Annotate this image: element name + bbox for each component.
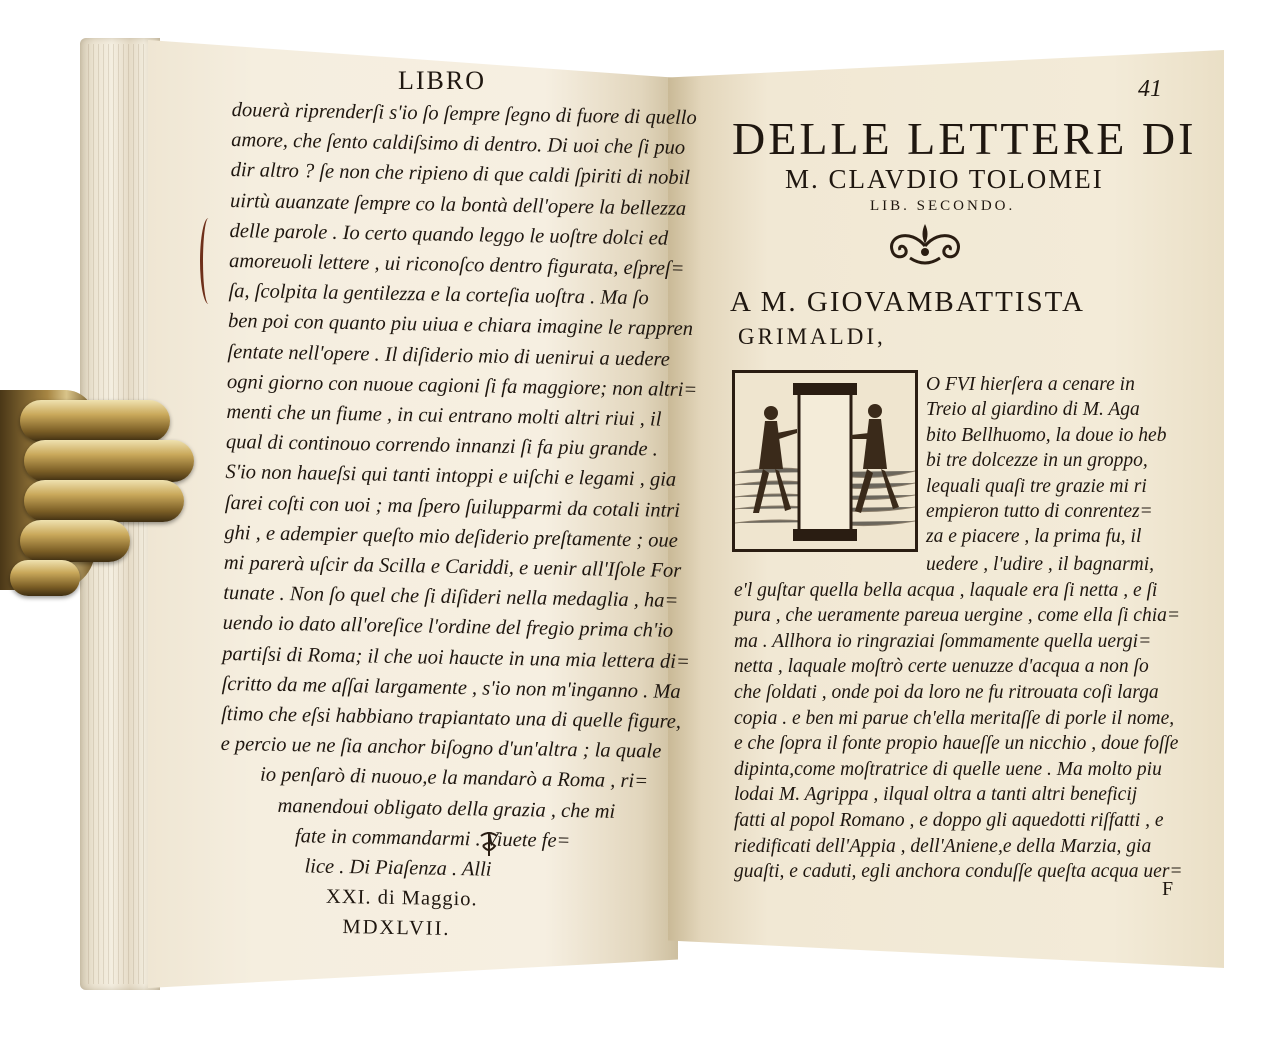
left-line-15: ghi , e adempier queſto mio deſiderio preſtamente ; oue [224,521,679,552]
left-line-28: MDXLVII. [342,916,451,941]
right-line-5: netta , laquale moſtrò certe uenuzze d'acqua a non ſo [734,656,1149,678]
left-line-7: ſa, ſcolpita la gentilezza e la corteſia uoſtra . Ma ſo [228,280,649,310]
left-line-10: ogni giorno con nuoue cagioni ſi fa maggiore; non altri= [226,370,698,401]
right-line-8: e che ſopra il fonte propio haueſſe un nicchio , doue foſſe [734,733,1179,755]
left-line-21: ſtimo che eſsi habbiano trapiantato una di quelle figure, [221,702,682,733]
right-line-10: lodai M. Agrippa , ilqual oltra a tanti altri beneficij [734,784,1138,806]
left-line-23: io penſarò di nuouo,e la mandarò a Roma , ri= [259,764,649,793]
left-text-block [217,95,702,949]
hand-finger-2 [24,440,194,482]
right-line-3: pura , che ueramente pareua uergine , come ella ſi chia= [734,605,1181,627]
left-line-16: mi parerà uſcir da Scilla e Cariddi, e uenir all'Iſole For [223,551,682,582]
left-line-5: delle parole . Io certo quando leggo le uoſtre dolci ed [229,219,669,250]
right-text-block [734,552,1183,885]
wrap-line-4: bi tre dolcezze in un groppo, [926,450,1148,472]
left-line-1: douerà riprenderſi s'io ſo ſempre ſegno di fuore di quello [231,98,697,130]
right-line-11: fatti al popol Romano , e doppo gli aquedotti riſfatti , e [734,809,1164,831]
left-line-11: menti che un fiume , in cui entrano molti altri riui , il [226,400,662,431]
left-line-20: ſcritto da me aſſai largamente , s'io non m'inganno . Ma [221,672,681,703]
left-line-12: qual di continouo correndo innanzi ſi fa piu grande . [225,431,659,461]
right-line-13: guaſti, e caduti, egli anchora conduſſe queſta acqua uer= [734,861,1183,883]
left-line-13: S'io non haueſsi qui tanti intoppi e uiſchi e legami , gia [225,461,677,492]
wrap-line-6: empieron tutto di conrentez= [926,501,1153,523]
wrap-line-3: bito Bellhuomo, la doue io heb [926,424,1167,446]
hand-finger-3 [24,480,184,522]
hand-finger-1 [20,400,170,442]
left-line-9: ſentate nell'opere . Il diſiderio mio di uenirui a uedere [227,340,671,371]
right-line-7: copia . e ben mi parue ch'ella meritaſſe di porle il nome, [734,707,1175,729]
left-line-14: ſarei coſti con uoi ; ma ſpero ſuilupparmi da cotali intri [224,491,681,522]
manuscript-bracket-mark [200,218,217,304]
brass-hand-bookholder-icon [0,370,200,610]
signature-mark: F [1162,878,1174,900]
printer-ornament-icon [475,830,503,866]
right-line-2: e'l guſtar quella bella acqua , laquale era ſi netta , e ſi [734,579,1158,601]
wrap-line-1: O FVI hierſera a cenare in [926,374,1135,395]
right-line-6: che ſoldati , onde poi da loro ne fu ritrouata coſi larga [734,681,1159,703]
left-line-27: XXI. di Maggio. [325,886,478,911]
right-line-9: dipinta,come moſtratrice di quelle uene . Ma molto piu [734,758,1162,780]
right-line-4: ma . Allhora io ringraziai ſommamente quella uergi= [734,630,1152,652]
left-line-18: uendo io dato all'oreſice l'ordine del fregio prima ch'io [222,612,674,643]
addressee-line-1: A M. GIOVAMBATTISTA [730,286,1085,318]
chapter-title: DELLE LETTERE DI [732,113,1197,164]
left-line-2: amore, che ſento caldiſsimo di dentro. Di uoi che ſi puo [231,129,686,160]
left-line-26: lice . Di Piaſenza . Alli [304,855,492,881]
wrap-line-7: za e piacere , la prima fu, il [926,526,1142,548]
floral-fleuron-icon [880,218,970,272]
hand-finger-4 [20,520,130,562]
running-head: LIBRO [398,66,486,95]
addressee-line-2: GRIMALDI, [738,324,886,349]
left-line-19: partiſsi di Roma; il che uoi haucte in una mia lettera di= [222,642,691,673]
left-line-8: ben poi con quanto piu uiua e chiara imagine le rappren [227,310,694,341]
wrap-line-2: Treio al giardino di M. Aga [926,399,1140,421]
wrap-line-5: lequali quaſi tre grazie mi ri [926,475,1147,497]
left-line-24: manendoui obligato della grazia , che mi [277,794,616,823]
woodcut-initial-icon [732,370,918,552]
left-line-17: tunate . Non ſo quel che ſi diſideri nella medaglia , ha= [223,582,679,613]
right-line-1: uedere , l'udire , il bagnarmi, [926,554,1155,575]
hand-thumb [10,560,80,596]
author-name: M. CLAVDIO TOLOMEI [785,164,1104,194]
left-line-25: fate in commandarmi . Viuete fe= [294,825,571,852]
left-line-3: dir altro ? ſe non che ripieno di que caldi ſpiriti di nobil [230,159,691,190]
left-line-6: amoreuoli lettere , ui riconoſco dentro figurata, eſpreſ= [228,249,685,280]
book-label: LIB. SECONDO. [870,198,1016,214]
right-line-12: riedificati dell'Appia , dell'Aniene,e della Marzia, gia [734,835,1152,857]
initial-wrap-block [926,372,1166,550]
left-line-22: e percio ue ne ſia anchor biſogno d'un'altra ; la quale [220,733,662,763]
left-line-4: uirtù auanzate ſempre co la bontà dell'opere la bellezza [229,189,687,220]
page-number: 41 [1138,76,1162,102]
